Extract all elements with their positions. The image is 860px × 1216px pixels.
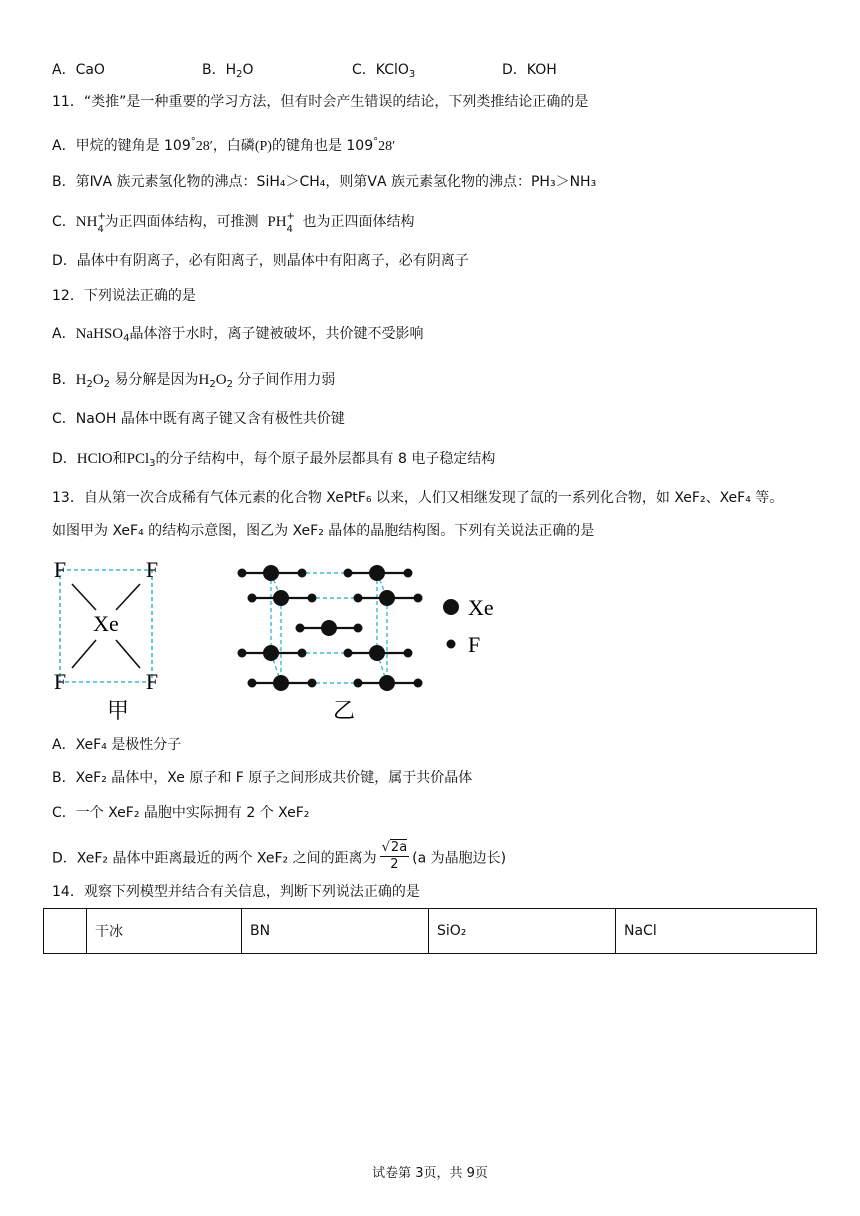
q11-option-b: B．第ⅣA 族元素氢化物的沸点：SiH₄＞CH₄，则第ⅤA 族元素氢化物的沸点：PH₃＞NH₃ <box>52 174 597 190</box>
q11-option-d: D．晶体中有阴离子，必有阳离子，则晶体中有阳离子，必有阴离子 <box>52 253 469 269</box>
f-atom <box>344 649 353 658</box>
xe-atom <box>321 620 337 636</box>
atoms <box>238 565 423 691</box>
f-label: F <box>53 669 67 694</box>
bond-line <box>72 640 96 668</box>
q12-option-c: C．NaOH 晶体中既有离子键又含有极性共价键 <box>52 411 345 427</box>
f-atom <box>404 649 413 658</box>
page-footer: 试卷第 3页，共 9页 <box>372 1166 488 1181</box>
legend-f-label: F <box>468 632 481 657</box>
q13-stem-line1: 13．自从第一次合成稀有气体元素的化合物 XePtF₆ 以来，人们又相继发现了氙的一系列化合物，如 XeF₂、XeF₄ 等。 <box>52 490 784 506</box>
q13-stem-line2: 如图甲为 XeF₄ 的结构示意图，图乙为 XeF₂ 晶体的晶胞结构图。下列有关说法正确的是 <box>52 523 595 539</box>
legend-f-dot <box>447 640 456 649</box>
f-atom <box>248 679 257 688</box>
bond-line <box>116 640 140 668</box>
table-row <box>44 909 817 954</box>
q13-option-d: D．XeF₂ 晶体中距离最近的两个 XeF₂ 之间的距离为 $\frac{√2a}{2}$ (a 为晶胞边长) <box>52 840 507 872</box>
xe-atom <box>379 675 395 691</box>
xe-atom <box>273 590 289 606</box>
f-atom <box>404 569 413 578</box>
bond-line <box>72 584 96 610</box>
f-atom <box>354 594 363 603</box>
f-atom <box>354 679 363 688</box>
f-atom <box>308 679 317 688</box>
f-atom <box>308 594 317 603</box>
f-atom <box>414 679 423 688</box>
f-atom <box>248 594 257 603</box>
xe-label: Xe <box>93 611 119 636</box>
legend-xe-dot <box>443 599 459 615</box>
table-cell: BN <box>242 909 429 954</box>
table-cell: NaCl <box>616 909 817 954</box>
q10-option-a: A．CaO <box>52 62 105 78</box>
xe-atom <box>273 675 289 691</box>
distance-fraction: $\frac{√2a}{2}$ <box>381 840 408 872</box>
q10-option-c: C．KClO$_3$ <box>352 62 416 80</box>
q13-option-c: C．一个 XeF₂ 晶胞中实际拥有 2 个 XeF₂ <box>52 805 310 821</box>
xe-atom <box>369 565 385 581</box>
xe-atom <box>263 645 279 661</box>
f-label: F <box>145 669 159 694</box>
bond-line <box>116 584 140 610</box>
models-table <box>43 908 817 954</box>
xe-atom <box>369 645 385 661</box>
q13-option-a: A．XeF₄ 是极性分子 <box>52 737 182 753</box>
figure-caption-yi: 乙 <box>332 699 356 724</box>
figure-caption-jia: 甲 <box>106 699 130 724</box>
table-cell: 干冰 <box>87 909 242 954</box>
q10-option-d: D．KOH <box>502 62 557 78</box>
f-atom <box>344 569 353 578</box>
f-atom <box>238 569 247 578</box>
xe-atom <box>379 590 395 606</box>
q12-option-a: A．NaHSO$_4$晶体溶于水时，离子键被破坏，共价键不受影响 <box>52 326 424 344</box>
f-label: F <box>53 557 67 582</box>
q12-option-d: D．HClO和PCl$_3$的分子结构中，每个原子最外层都具有 8 电子稳定结构 <box>52 451 496 469</box>
f-atom <box>296 624 305 633</box>
xe-atom <box>263 565 279 581</box>
q14-stem: 14．观察下列模型并结合有关信息，判断下列说法正确的是 <box>52 884 420 900</box>
q11-option-c: C．NH + 4 为正四面体结构，可推测 PH + 4 也为正四面体结构 <box>52 211 415 235</box>
q10-option-b: B．$H_2O$ <box>202 62 254 80</box>
q11-option-a: A．甲烷的键角是 109°28′，白磷(P)的键角也是 109°28′ <box>52 136 396 154</box>
xef4-structure-diagram <box>48 556 168 726</box>
f-atom <box>298 569 307 578</box>
f-atom <box>238 649 247 658</box>
table-cell <box>44 909 87 954</box>
f-atom <box>414 594 423 603</box>
q12-stem: 12．下列说法正确的是 <box>52 288 196 304</box>
xef2-unit-cell-diagram <box>230 556 510 726</box>
f-atom <box>298 649 307 658</box>
q12-option-b: B．$H_2O_2$ 易分解是因为$H_2O_2$ 分子间作用力弱 <box>52 372 336 390</box>
f-atom <box>354 624 363 633</box>
q13-option-b: B．XeF₂ 晶体中，Xe 原子和 F 原子之间形成共价键，属于共价晶体 <box>52 770 473 786</box>
q10-options <box>52 60 557 80</box>
f-label: F <box>145 557 159 582</box>
q11-stem: 11．“类推”是一种重要的学习方法，但有时会产生错误的结论，下列类推结论正确的是 <box>52 94 589 110</box>
legend-xe-label: Xe <box>468 595 494 620</box>
table-cell: SiO₂ <box>429 909 616 954</box>
